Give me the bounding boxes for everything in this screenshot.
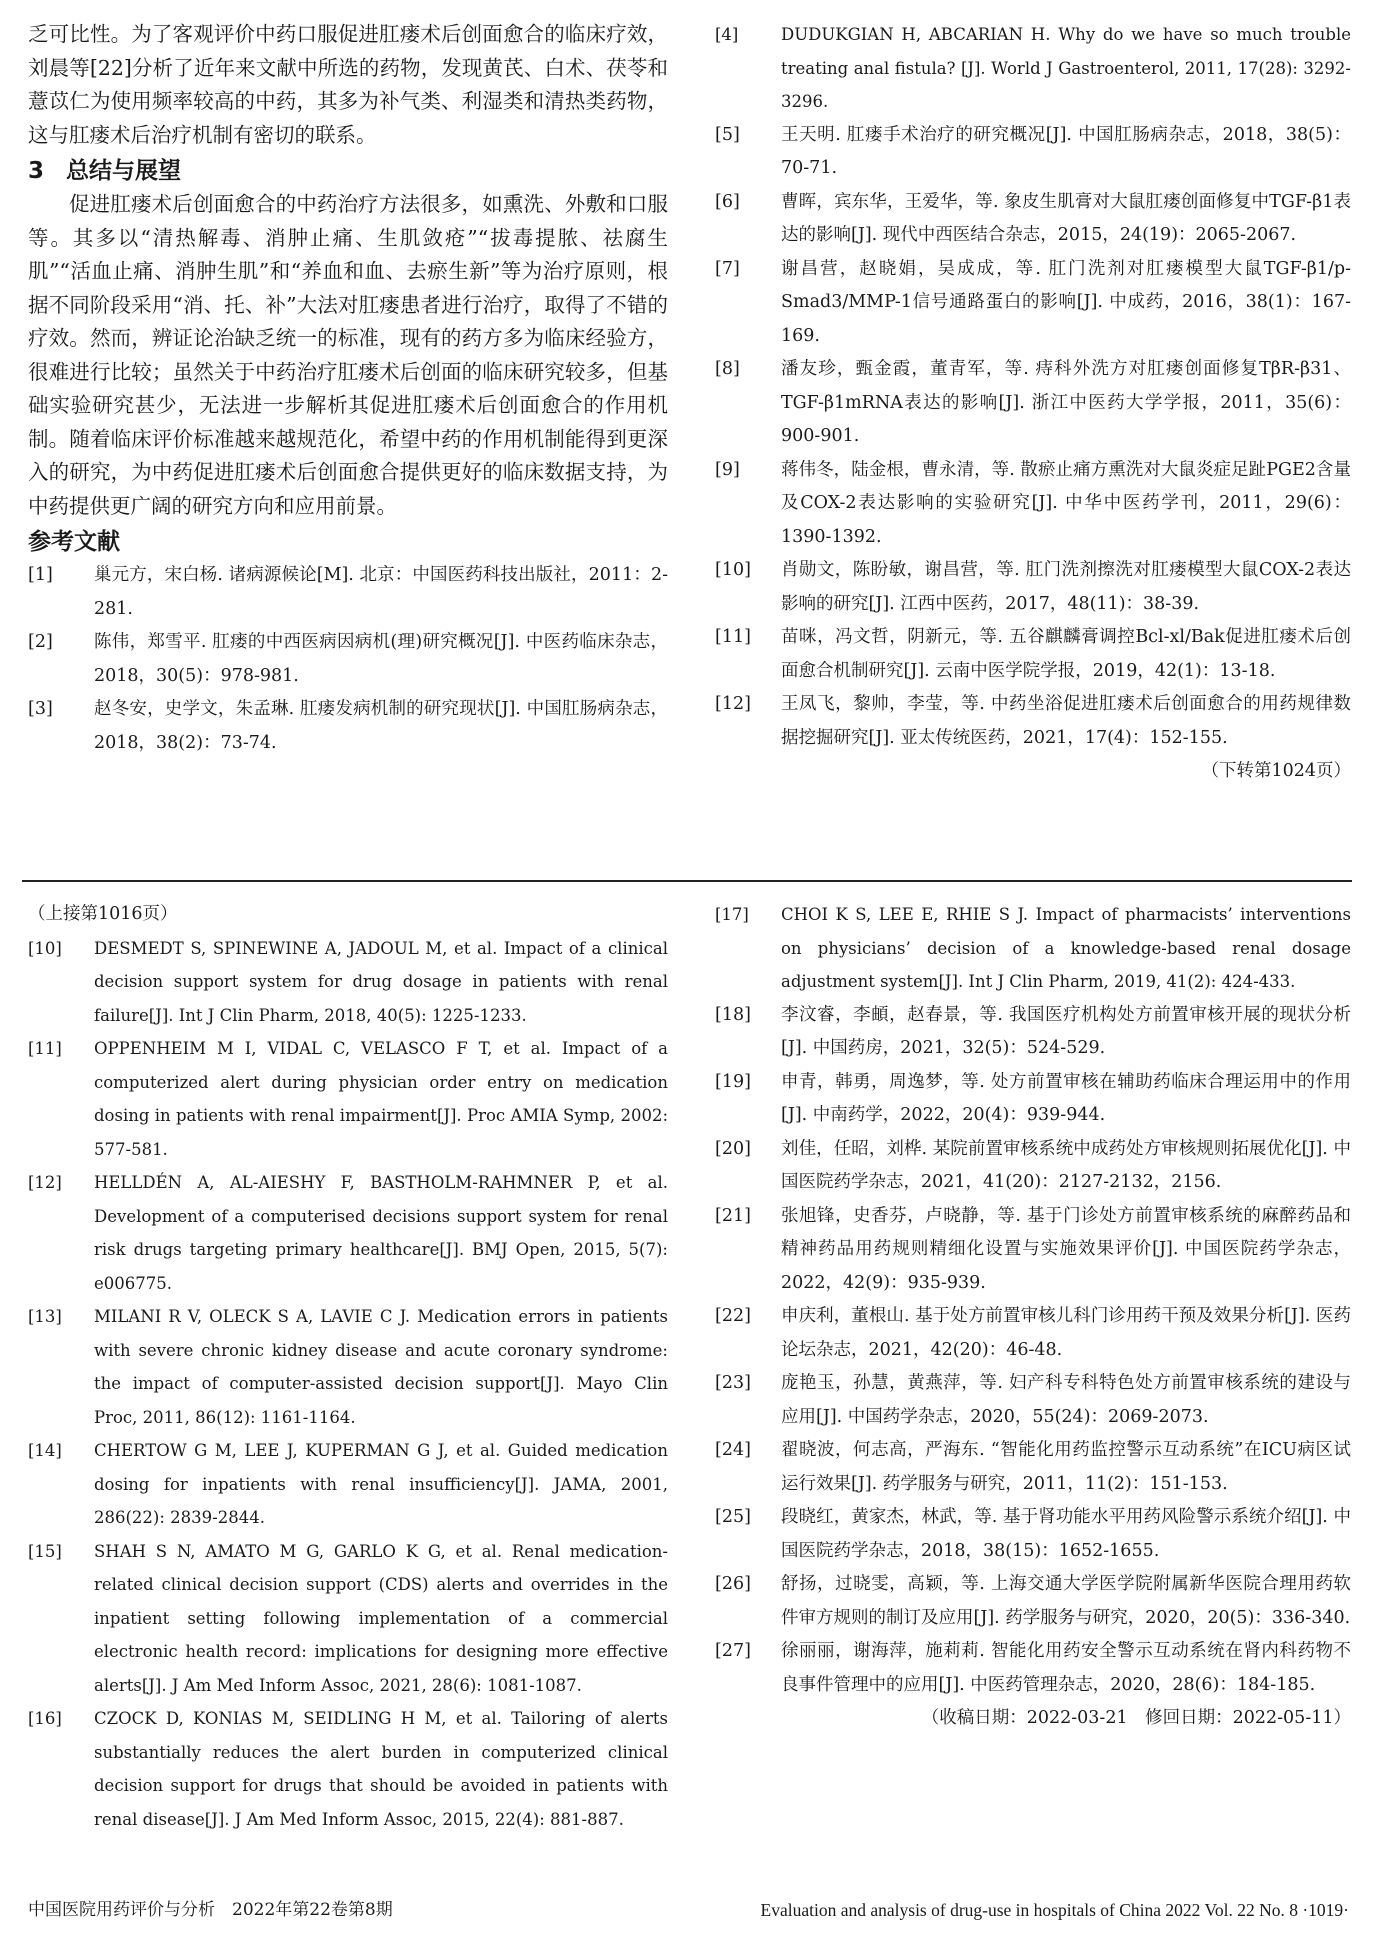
reference-item: [11] OPPENHEIM M I, VIDAL C, VELASCO F T, et al. Impact of a computerized alert during physician order entry on medication dosing in patients with renal impairment[J]. Proc AMIA Symp, 2002: 577-581. [28,1039,668,1159]
reference-item: [14] CHERTOW G M, LEE J, KUPERMAN G J, et al. Guided medication dosing for inpatients with renal insufficiency[J]. JAMA, 2001, 286(22): 2839-2844. [28,1441,668,1527]
section-heading [28,154,668,188]
section-number: 3 [28,158,45,184]
top-left-column [28,18,668,760]
reference-item: [23] 庞艳玉，孙慧，黄燕萍，等. 妇产科专科特色处方前置审核系统的建设与应用[J]. 中国药学杂志，2020，55(24)：2069-2073. [715,1373,1351,1427]
section-divider [22,880,1352,882]
continued-to-note: （下转第1024页） [1201,761,1351,781]
reference-item: [12] 王凤飞，黎帅，李莹，等. 中药坐浴促进肛瘘术后创面愈合的用药规律数据挖掘研究[J]. 亚太传统医药，2021，17(4)：152-155. [715,694,1351,748]
reference-item: [25] 段晓红，黄家杰，林武，等. 基于肾功能水平用药风险警示系统介绍[J]. 中国医院药学杂志，2018，38(15)：1652-1655. [715,1507,1351,1561]
reference-item: [10] 肖勋文，陈盼敏，谢昌营，等. 肛门洗剂擦洗对肛瘘模型大鼠COX-2表达影响的研究[J]. 江西中医药，2017，48(11)：38-39. [715,560,1351,614]
intro-paragraph: 乏可比性。为了客观评价中药口服促进肛瘘术后创面愈合的临床疗效，刘晨等[22]分析了近年来文献中所选的药物，发现黄芪、白术、茯苓和薏苡仁为使用频率较高的中药，其多为补气类、利湿类和清热类药物，这与肛瘘术后治疗机制有密切的联系。 [28,22,668,147]
reference-item: [24] 翟晓波，何志高，严海东. “智能化用药监控警示互动系统”在ICU病区试运行效果[J]. 药学服务与研究，2011，11(2)：151-153. [715,1440,1351,1494]
reference-item: [10] DESMEDT S, SPINEWINE A, JADOUL M, et al. Impact of a clinical decision support system for drug dosage in patients with renal failure[J]. Int J Clin Pharm, 2018, 40(5): 1225-1233. [28,938,668,1025]
reference-item: [26] 舒扬，过晓雯，高颖，等. 上海交通大学医学院附属新华医院合理用药软件审方规则的制订及应用[J]. 药学服务与研究，2020，20(5)：336-340. [715,1574,1351,1628]
conclusion-paragraph: 促进肛瘘术后创面愈合的中药治疗方法很多，如熏洗、外敷和口服等。其多以“清热解毒、消肿止痛、生肌敛疮”“拔毒提脓、祛腐生肌”“活血止痛、消肿生肌”和“养血和血、去瘀生新”等为治疗原则，根据不同阶段采用“消、托、补”大法对肛瘘患者进行治疗，取得了不错的疗效。然而，辨证论治缺乏统一的标准，现有的药方多为临床经验方，很难进行比较；虽然关于中药治疗肛瘘术后创面的临床研究较多，但基础实验研究甚少，无法进一步解析其促进肛瘘术后创面愈合的作用机制。随着临床评价标准越来越规范化，希望中药的作用机制能得到更深入的研究，为中药促进肛瘘术后创面愈合提供更好的临床数据支持，为中药提供更广阔的研究方向和应用前景。 [28,192,668,518]
reference-item: [9] 蒋伟冬，陆金根，曹永清，等. 散瘀止痛方熏洗对大鼠炎症足趾PGE2含量及COX-2表达影响的实验研究[J]. 中华中医药学刊，2011，29(6)：1390-1392. [715,459,1351,547]
section-title: 总结与展望 [66,158,181,184]
reference-list-top-right [715,18,1351,755]
reference-item: [27] 徐丽丽，谢海萍，施莉莉. 智能化用药安全警示互动系统在肾内科药物不良事件管理中的应用[J]. 中医药管理杂志，2020，28(6)：184-185. [715,1641,1351,1695]
reference-item: [12] HELLDÉN A, AL-AIESHY F, BASTHOLM-RAHMNER P, et al. Development of a computerised decisions support system for renal risk drugs targeting primary healthcare[J]. BMJ Open, 2015, 5(7): e006775. [28,1173,668,1293]
reference-item: [7] 谢昌营，赵晓娟，吴成成，等. 肛门洗剂对肛瘘模型大鼠TGF-β1/p-Smad3/MMP-1信号通路蛋白的影响[J]. 中成药，2016，38(1)：167-169. [715,258,1351,346]
reference-item: [19] 申青，韩勇，周逸梦，等. 处方前置审核在辅助药临床合理运用中的作用[J]. 中南药学，2022，20(4)：939-944. [715,1071,1351,1125]
reference-item: [6] 曹晖，宾东华，王爱华，等. 象皮生肌膏对大鼠肛瘘创面修复中TGF-β1表达的影响[J]. 现代中西医结合杂志，2015，24(19)：2065-2067. [715,191,1351,245]
reference-item: [1] 巢元方，宋白杨. 诸病源候论[M]. 北京：中国医药科技出版社，2011：2-281. [28,565,668,619]
reference-item: [5] 王天明. 肛瘘手术治疗的研究概况[J]. 中国肛肠病杂志，2018，38(5)：70-71. [715,124,1351,178]
bottom-right-column [715,898,1351,1736]
reference-list-bottom-right [715,898,1351,1702]
bottom-left-column [28,898,668,1836]
footer-journal-name-cn: 中国医院用药评价与分析 2022年第22卷第8期 [28,1900,393,1920]
reference-item: [21] 张旭锋，史香芬，卢晓静，等. 基于门诊处方前置审核系统的麻醉药品和精神药品用药规则精细化设置与实施效果评价[J]. 中国医院药学杂志，2022，42(9)：935-939. [715,1205,1351,1293]
reference-item: [8] 潘友珍，甄金霞，董青军，等. 痔科外洗方对肛瘘创面修复TβR-β31、TGF-β1mRNA表达的影响[J]. 浙江中医药大学学报，2011，35(6)：900-901. [715,359,1351,446]
reference-list-top-left [28,559,668,760]
reference-item: [3] 赵冬安，史学文，朱孟琳. 肛瘘发病机制的研究现状[J]. 中国肛肠病杂志，2018，38(2)：73-74. [28,699,668,753]
reference-item: [13] MILANI R V, OLECK S A, LAVIE C J. Medication errors in patients with severe chronic kidney disease and acute coronary syndrome: the impact of computer-assisted decision support[J]. Mayo Clin Proc, 2011, 86(12): 1161-1164. [28,1307,668,1427]
reference-item: [20] 刘佳，任昭，刘桦. 某院前置审核系统中成药处方审核规则拓展优化[J]. 中国医院药学杂志，2021，41(20)：2127-2132，2156. [715,1138,1351,1192]
continued-from-note: （上接第1016页） [28,904,178,924]
reference-item: [18] 李汶睿，李頔，赵春景，等. 我国医疗机构处方前置审核开展的现状分析[J]. 中国药房，2021，32(5)：524-529. [715,1004,1351,1058]
reference-item: [15] SHAH S N, AMATO M G, GARLO K G, et al. Renal medication-related clinical decision support (CDS) alerts and overrides in the inpatient setting following implementation of a commercial electronic health record: implications for designing more effective alerts[J]. J Am Med Inform Assoc, 2021, 28(6): 1081-1087. [28,1541,668,1695]
reference-item: [4] DUDUKGIAN H, ABCARIAN H. Why do we have so much trouble treating anal fistula? [J]. World J Gastroenterol, 2011, 17(28): 3292-3296. [715,25,1351,111]
top-right-column [715,18,1351,789]
reference-item: [11] 苗咪，冯文哲，阴新元，等. 五谷麒麟膏调控Bcl-xl/Bak促进肛瘘术后创面愈合机制研究[J]. 云南中医学院学报，2019，42(1)：13-18. [715,627,1351,681]
reference-item: [16] CZOCK D, KONIAS M, SEIDLING H M, et al. Tailoring of alerts substantially reduces the alert burden in computerized clinical decision support for drugs that should be avoided in patients with renal disease[J]. J Am Med Inform Assoc, 2015, 22(4): 881-887. [28,1709,668,1829]
received-revised-dates: （收稿日期：2022-03-21 修回日期：2022-05-11） [921,1708,1351,1728]
footer-journal-name-en: Evaluation and analysis of drug-use in hospitals of China 2022 Vol. 22 No. 8 ·1019· [760,1900,1349,1920]
reference-item: [2] 陈伟，郑雪平. 肛瘘的中西医病因病机(理)研究概况[J]. 中医药临床杂志，2018，30(5)：978-981. [28,632,668,686]
reference-item: [17] CHOI K S, LEE E, RHIE S J. Impact of pharmacists’ interventions on physicians’ decision of a knowledge-based renal dosage adjustment system[J]. Int J Clin Pharm, 2019, 41(2): 424-433. [715,905,1351,991]
references-heading: 参考文献 [28,529,120,555]
reference-item: [22] 申庆利，董根山. 基于处方前置审核儿科门诊用药干预及效果分析[J]. 医药论坛杂志，2021，42(20)：46-48. [715,1306,1351,1360]
reference-list-bottom-left [28,932,668,1837]
